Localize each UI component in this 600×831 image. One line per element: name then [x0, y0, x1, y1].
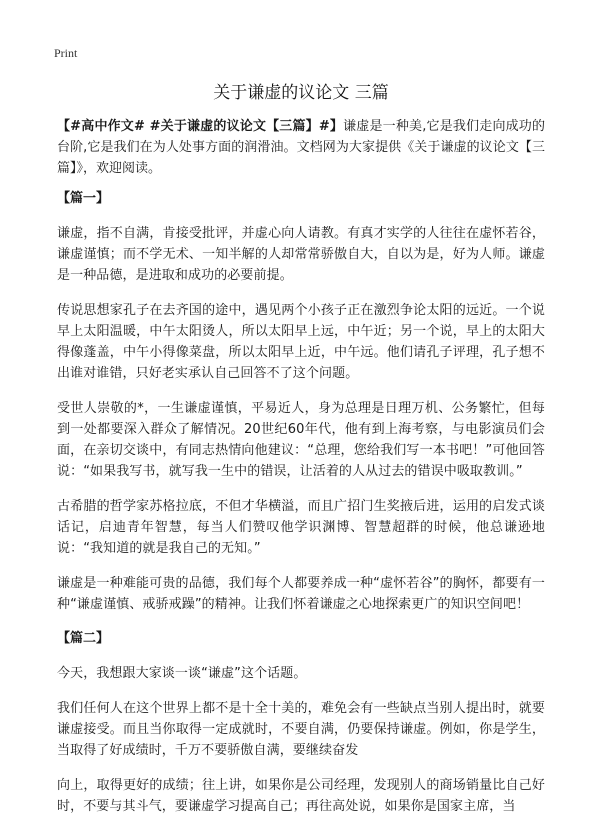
section-2-paragraph-1: 今天，我想跟大家谈一谈“谦虚”这个话题。	[57, 666, 307, 681]
section-1-paragraph-3: 受世人崇敬的*，一生谦虚谨慎，平易近人，身为总理是日理万机、公务繁忙，但每到一处都要深入群众了解情况。20世纪60年代，他有到上海考察，与电影演员们会面，在亲切交谈中，有同志热情向他建议：“总理，您给我们写一本书吧！”可他回答说：“如果我写书，就写我一生中的错误，让活着的人从过去的错误中吸取教训。”	[57, 401, 545, 479]
section-1-paragraph-4: 古希腊的哲学家苏格拉底，不但才华横溢，而且广招门生奖掖后进，运用的启发式谈话记，启迪青年智慧，每当人们赞叹他学识渊博、智慧超群的时候，他总谦逊地说：“我知道的就是我自己的无知。”	[57, 499, 545, 556]
intro-paragraph	[57, 116, 545, 179]
document-title: 关于谦虚的议论文 三篇	[213, 83, 389, 103]
section-heading-1: 【篇一】	[57, 191, 110, 206]
intro-tag: 【#高中作文# #关于谦虚的议论文【三篇】#】	[57, 119, 344, 134]
intro-text: 谦虚是一种美,它是我们走向成功的台阶,它是我们在为人处事方面的润滑油。文档网为大家提供《关于谦虚的议论文【三篇】》，欢迎阅读。	[57, 119, 545, 176]
section-1-paragraph-2: 传说思想家孔子在去齐国的途中，遇见两个小孩子正在激烈争论太阳的远近。一个说早上太阳温暖，中午太阳烫人，所以太阳早上远，中午近；另一个说，早上的太阳大得像蓬盖，中午小得像菜盘，所以太阳早上近，中午远。他们请孔子评理，孔子想不出谁对谁错，只好老实承认自己回答不了这个问题。	[57, 303, 545, 381]
document-page	[57, 82, 545, 831]
section-2-paragraph-3: 向上，取得更好的成绩；往上讲，如果你是公司经理，发现别人的商场销量比自己好时，不要与其斗气，要谦虚学习提高自己；再往高处说，如果你是国家主席，当	[57, 778, 545, 814]
section-1-paragraph-5: 谦虚是一种难能可贵的品德，我们每个人都要养成一种“虚怀若谷”的胸怀，都要有一种“谦虚谨慎、戒骄戒躁”的精神。让我们怀着谦虚之心地探索更广的知识空间吧！	[57, 576, 545, 612]
section-heading-2: 【篇二】	[57, 631, 110, 646]
section-1-paragraph-1: 谦虚，指不自满，肯接受批评，并虚心向人请教。有真才实学的人往往在虚怀若谷，谦虚谨慎；而不学无术、一知半解的人却常常骄傲自大，自以为是，好为人师。谦虚是一种品德，是进取和成功的必要前提。	[57, 226, 545, 283]
section-2-paragraph-2: 我们任何人在这个世界上都不是十全十美的，难免会有一些缺点当别人提出时，就要谦虚接受。而且当你取得一定成就时，不要自满，仍要保持谦虚。例如，你是学生，当取得了好成绩时，千万不要骄傲自满，要继续奋发	[57, 701, 545, 758]
print-label: Print	[54, 46, 78, 60]
